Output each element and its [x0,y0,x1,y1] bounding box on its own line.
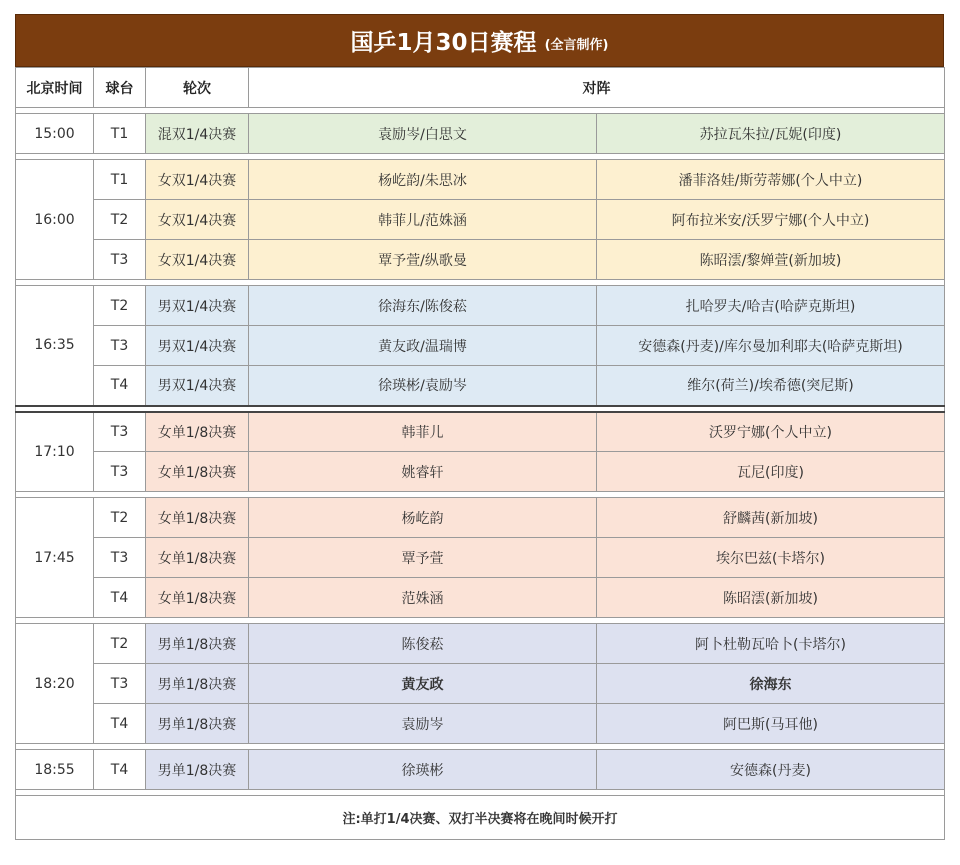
time-cell: 17:10 [16,412,94,492]
away-player-cell: 阿布拉米安/沃罗宁娜(个人中立) [597,200,945,240]
table-cell: T4 [94,704,146,744]
match-row [16,538,945,578]
time-cell: 18:55 [16,750,94,790]
header-table: 球台 [94,68,146,108]
away-player-cell: 扎哈罗夫/哈吉(哈萨克斯坦) [597,286,945,326]
round-cell: 男单1/8决赛 [146,750,249,790]
home-player-cell: 黄友政 [249,664,597,704]
match-row [16,578,945,618]
page-title: 国乒1月30日赛程 [350,30,537,56]
time-cell: 15:00 [16,114,94,154]
round-cell: 男单1/8决赛 [146,624,249,664]
round-cell: 女单1/8决赛 [146,578,249,618]
round-cell: 男单1/8决赛 [146,704,249,744]
round-cell: 女单1/8决赛 [146,452,249,492]
home-player-cell: 袁励岑 [249,704,597,744]
home-player-cell: 陈俊菘 [249,624,597,664]
match-row [16,412,945,452]
home-player-cell: 覃予萱 [249,538,597,578]
page-subtitle: (全言制作) [544,38,609,53]
away-player-cell: 安德森(丹麦)/库尔曼加利耶夫(哈萨克斯坦) [597,326,945,366]
schedule-table [15,67,945,840]
schedule-container [15,14,944,840]
time-cell: 16:00 [16,160,94,280]
away-player-cell: 阿卜杜勒瓦哈卜(卡塔尔) [597,624,945,664]
away-player-cell: 苏拉瓦朱拉/瓦妮(印度) [597,114,945,154]
match-row [16,664,945,704]
table-cell: T4 [94,366,146,406]
home-player-cell: 韩菲儿/范姝涵 [249,200,597,240]
away-player-cell: 舒麟茜(新加坡) [597,498,945,538]
home-player-cell: 徐瑛彬 [249,750,597,790]
round-cell: 女双1/4决赛 [146,240,249,280]
round-cell: 男单1/8决赛 [146,664,249,704]
home-player-cell: 杨屹韵 [249,498,597,538]
footnote: 注:单打1/4决赛、双打半决赛将在晚间时候开打 [16,796,945,840]
away-player-cell: 陈昭澐/黎婵萱(新加坡) [597,240,945,280]
away-player-cell: 沃罗宁娜(个人中立) [597,412,945,452]
away-player-cell: 徐海东 [597,664,945,704]
match-row [16,114,945,154]
table-cell: T1 [94,114,146,154]
round-cell: 男双1/4决赛 [146,286,249,326]
match-row [16,326,945,366]
round-cell: 女单1/8决赛 [146,538,249,578]
match-row [16,750,945,790]
round-cell: 女双1/4决赛 [146,160,249,200]
round-cell: 女单1/8决赛 [146,412,249,452]
home-player-cell: 范姝涵 [249,578,597,618]
time-cell: 16:35 [16,286,94,406]
table-cell: T1 [94,160,146,200]
round-cell: 男双1/4决赛 [146,326,249,366]
home-player-cell: 袁励岑/白思文 [249,114,597,154]
home-player-cell: 姚睿轩 [249,452,597,492]
match-row [16,624,945,664]
match-row [16,286,945,326]
table-cell: T3 [94,452,146,492]
header-matchup: 对阵 [249,68,945,108]
match-row [16,498,945,538]
away-player-cell: 阿巴斯(马耳他) [597,704,945,744]
away-player-cell: 埃尔巴兹(卡塔尔) [597,538,945,578]
table-cell: T3 [94,326,146,366]
away-player-cell: 瓦尼(印度) [597,452,945,492]
table-cell: T2 [94,498,146,538]
header-round: 轮次 [146,68,249,108]
match-row [16,160,945,200]
time-cell: 18:20 [16,624,94,744]
title-bar [15,14,944,67]
round-cell: 女双1/4决赛 [146,200,249,240]
match-row [16,704,945,744]
table-cell: T4 [94,750,146,790]
home-player-cell: 杨屹韵/朱思冰 [249,160,597,200]
away-player-cell: 潘菲洛娃/斯劳蒂娜(个人中立) [597,160,945,200]
away-player-cell: 陈昭澐(新加坡) [597,578,945,618]
match-row [16,452,945,492]
home-player-cell: 徐海东/陈俊菘 [249,286,597,326]
round-cell: 女单1/8决赛 [146,498,249,538]
table-cell: T4 [94,578,146,618]
round-cell: 混双1/4决赛 [146,114,249,154]
match-row [16,366,945,406]
home-player-cell: 覃予萱/纵歌曼 [249,240,597,280]
home-player-cell: 徐瑛彬/袁励岑 [249,366,597,406]
table-cell: T3 [94,664,146,704]
home-player-cell: 韩菲儿 [249,412,597,452]
time-cell: 17:45 [16,498,94,618]
table-cell: T3 [94,240,146,280]
header-time: 北京时间 [16,68,94,108]
match-row [16,240,945,280]
table-cell: T2 [94,200,146,240]
header-row [16,68,945,108]
note-row [16,796,945,840]
table-cell: T3 [94,538,146,578]
round-cell: 男双1/4决赛 [146,366,249,406]
home-player-cell: 黄友政/温瑞博 [249,326,597,366]
match-row [16,200,945,240]
away-player-cell: 维尔(荷兰)/埃希德(突尼斯) [597,366,945,406]
table-cell: T2 [94,286,146,326]
table-cell: T3 [94,412,146,452]
away-player-cell: 安德森(丹麦) [597,750,945,790]
table-cell: T2 [94,624,146,664]
